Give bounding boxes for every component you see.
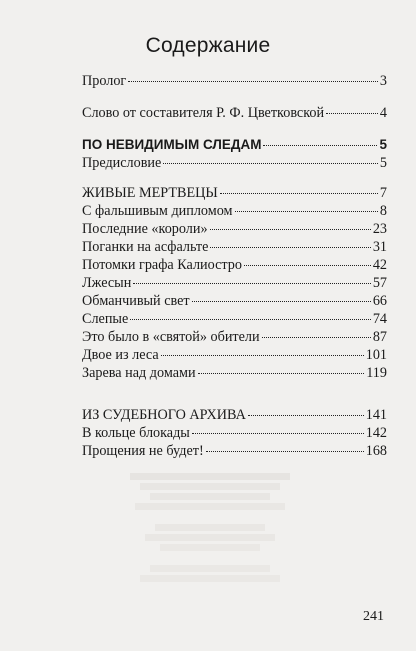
toc-entry-page: 23 <box>372 221 387 237</box>
toc-entry <box>82 136 387 154</box>
toc-entry-page: 7 <box>379 185 387 201</box>
dot-leader <box>206 451 364 452</box>
toc-entry-page: 74 <box>372 311 387 327</box>
toc-entry-title: Слепые <box>82 311 129 327</box>
toc-entry <box>82 238 387 256</box>
toc-entry-page: 3 <box>379 73 387 89</box>
toc-entry-page: 4 <box>379 105 387 121</box>
toc-entry-title: В кольце блокады <box>82 425 190 441</box>
dot-leader <box>220 193 378 194</box>
toc-entry-title: ПО НЕВИДИМЫМ СЛЕДАМ <box>82 137 262 152</box>
toc-entry <box>82 184 387 202</box>
toc-entry-title: Поганки на асфальте <box>82 239 209 255</box>
toc-entry <box>82 72 387 90</box>
toc-entry-page: 31 <box>372 239 387 255</box>
toc-entry-title: ИЗ СУДЕБНОГО АРХИВА <box>82 407 246 423</box>
toc-entry-page: 119 <box>366 365 387 381</box>
toc-entry-page: 101 <box>365 347 387 363</box>
toc-entry-page: 42 <box>372 257 387 273</box>
toc-entry-title: Потомки графа Калиостро <box>82 257 242 273</box>
toc-entry-page: 87 <box>372 329 387 345</box>
toc-entry <box>82 292 387 310</box>
toc-entry-page: 5 <box>379 155 387 171</box>
toc-entry <box>82 310 387 328</box>
dot-leader <box>192 433 364 434</box>
toc-entry <box>82 202 387 220</box>
toc-entry-page: 57 <box>372 275 387 291</box>
dot-leader <box>244 265 371 266</box>
toc-entry-page: 8 <box>379 203 387 219</box>
toc-entry-title: Лжесын <box>82 275 132 291</box>
toc-entry-page: 141 <box>365 407 387 423</box>
dot-leader <box>161 355 364 356</box>
toc-entry <box>82 442 387 460</box>
dot-leader <box>326 113 378 114</box>
dot-leader <box>198 373 365 374</box>
toc-entry-title: Пролог <box>82 73 127 89</box>
dot-leader <box>130 319 371 320</box>
toc-entry-title: Последние «короли» <box>82 221 208 237</box>
toc-entry <box>82 328 387 346</box>
dot-leader <box>263 145 377 146</box>
toc-entry-title: ЖИВЫЕ МЕРТВЕЦЫ <box>82 185 218 201</box>
dot-leader <box>210 247 370 248</box>
dot-leader <box>262 337 371 338</box>
toc-entry <box>82 220 387 238</box>
toc-entry <box>82 364 387 382</box>
toc-entry <box>82 346 387 364</box>
dot-leader <box>163 163 378 164</box>
toc-entry-title: С фальшивым дипломом <box>82 203 233 219</box>
toc-entry-title: Прощения не будет! <box>82 443 204 459</box>
toc-entry-page: 5 <box>379 137 387 152</box>
toc-entry <box>82 104 387 122</box>
show-through-block <box>120 470 300 585</box>
dot-leader <box>235 211 378 212</box>
dot-leader <box>133 283 371 284</box>
page-title: Содержание <box>145 34 271 57</box>
dot-leader <box>192 301 371 302</box>
toc-entry <box>82 154 387 172</box>
toc-entry <box>82 256 387 274</box>
toc-entry-title: Это было в «святой» обители <box>82 329 260 345</box>
toc-entry-page: 142 <box>365 425 387 441</box>
dot-leader <box>128 81 378 82</box>
toc-entry-page: 168 <box>365 443 387 459</box>
toc-entry-title: Обманчивый свет <box>82 293 190 309</box>
toc-entry-title: Слово от составителя Р. Ф. Цветковской <box>82 105 325 121</box>
dot-leader <box>210 229 371 230</box>
page-number: 241 <box>363 609 384 624</box>
toc-entry <box>82 274 387 292</box>
toc-entry-page: 66 <box>372 293 387 309</box>
toc-entry-title: Зарева над домами <box>82 365 196 381</box>
toc-entry <box>82 406 387 424</box>
dot-leader <box>248 415 364 416</box>
toc-entry-title: Предисловие <box>82 155 162 171</box>
toc-entry-title: Двое из леса <box>82 347 159 363</box>
toc-entry <box>82 424 387 442</box>
